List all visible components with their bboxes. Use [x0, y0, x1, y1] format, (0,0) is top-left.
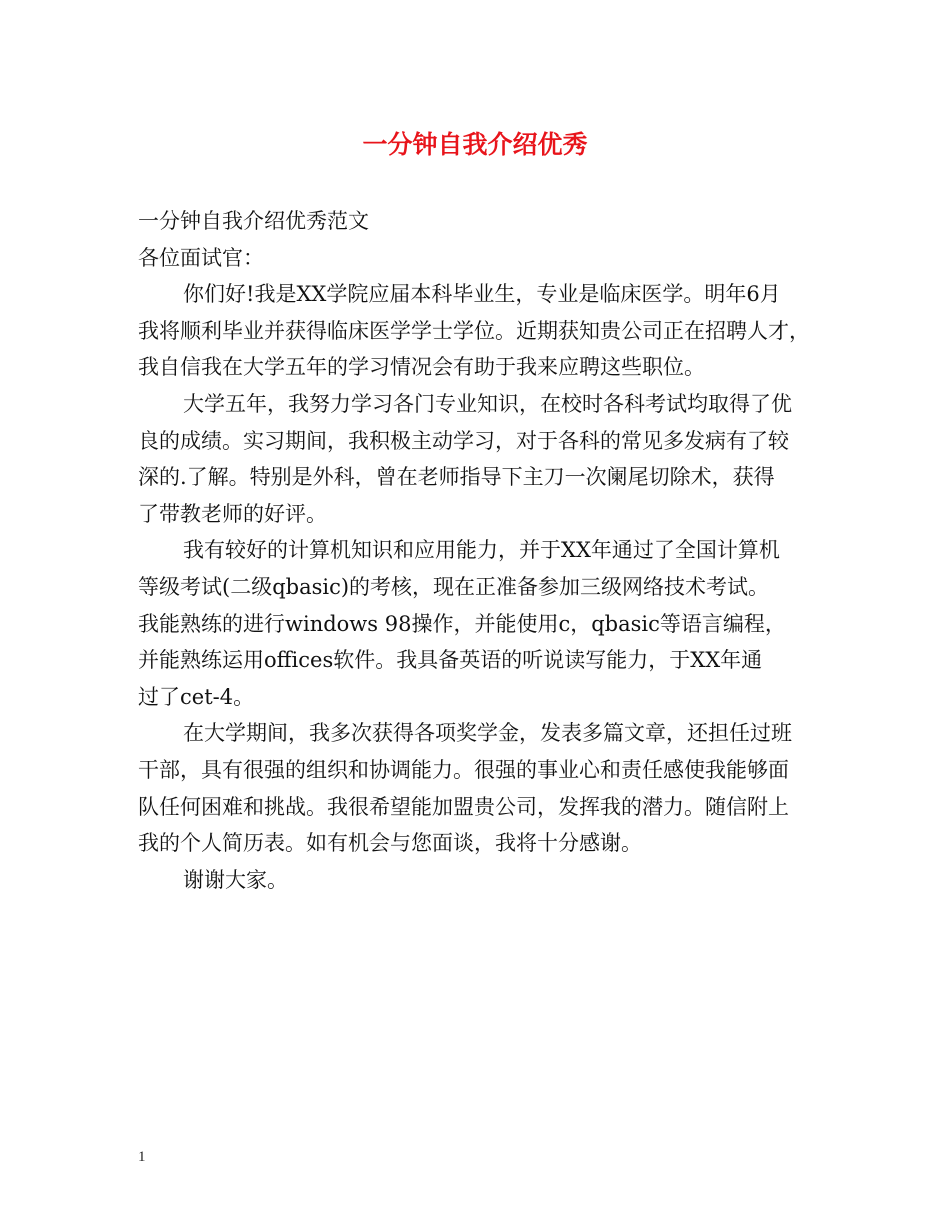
body-line: 各位面试官： [138, 245, 264, 270]
body-line: 在大学期间，我多次获得各项奖学金，发表多篇文章，还担任过班 [183, 721, 792, 746]
body-line: 大学五年，我努力学习各门专业知识，在校时各科考试均取得了优 [183, 391, 792, 416]
body-line: 我自信我在大学五年的学习情况会有助于我来应聘这些职位。 [138, 355, 705, 380]
body-line: 你们好!我是XX学院应届本科毕业生，专业是临床医学。明年6月 [183, 282, 781, 307]
body-line: 我将顺利毕业并获得临床医学学士学位。近期获知贵公司正在招聘人才， [138, 318, 810, 343]
page-number: 1 [138, 1149, 146, 1165]
body-line: 一分钟自我介绍优秀范文 [138, 209, 369, 233]
body-line: 队任何困难和挑战。我很希望能加盟贵公司，发挥我的潜力。随信附上 [138, 794, 789, 819]
document-body [138, 203, 828, 898]
body-line: 我能熟练的进行windows 98操作，并能使用c，qbasic等语言编程， [138, 611, 786, 636]
body-line: 良的成绩。实习期间，我积极主动学习，对于各科的常见多发病有了较 [138, 428, 789, 453]
body-line: 我的个人简历表。如有机会与您面谈，我将十分感谢。 [138, 831, 642, 856]
body-line: 我有较好的计算机知识和应用能力，并于XX年通过了全国计算机 [183, 538, 780, 563]
body-line: 深的.了解。特别是外科，曾在老师指导下主刀一次阑尾切除术，获得 [138, 465, 775, 490]
body-line: 了带教老师的好评。 [138, 501, 327, 526]
body-line: 等级考试(二级qbasic)的考核，现在正准备参加三级网络技术考试。 [138, 574, 770, 599]
body-line: 并能熟练运用offices软件。我具备英语的听说读写能力，于XX年通 [138, 648, 763, 673]
body-line: 干部，具有很强的组织和协调能力。很强的事业心和责任感使我能够面 [138, 757, 789, 782]
body-line: 谢谢大家。 [183, 867, 288, 892]
body-line: 过了cet-4。 [138, 684, 255, 709]
document-title: 一分钟自我介绍优秀 [362, 130, 588, 159]
